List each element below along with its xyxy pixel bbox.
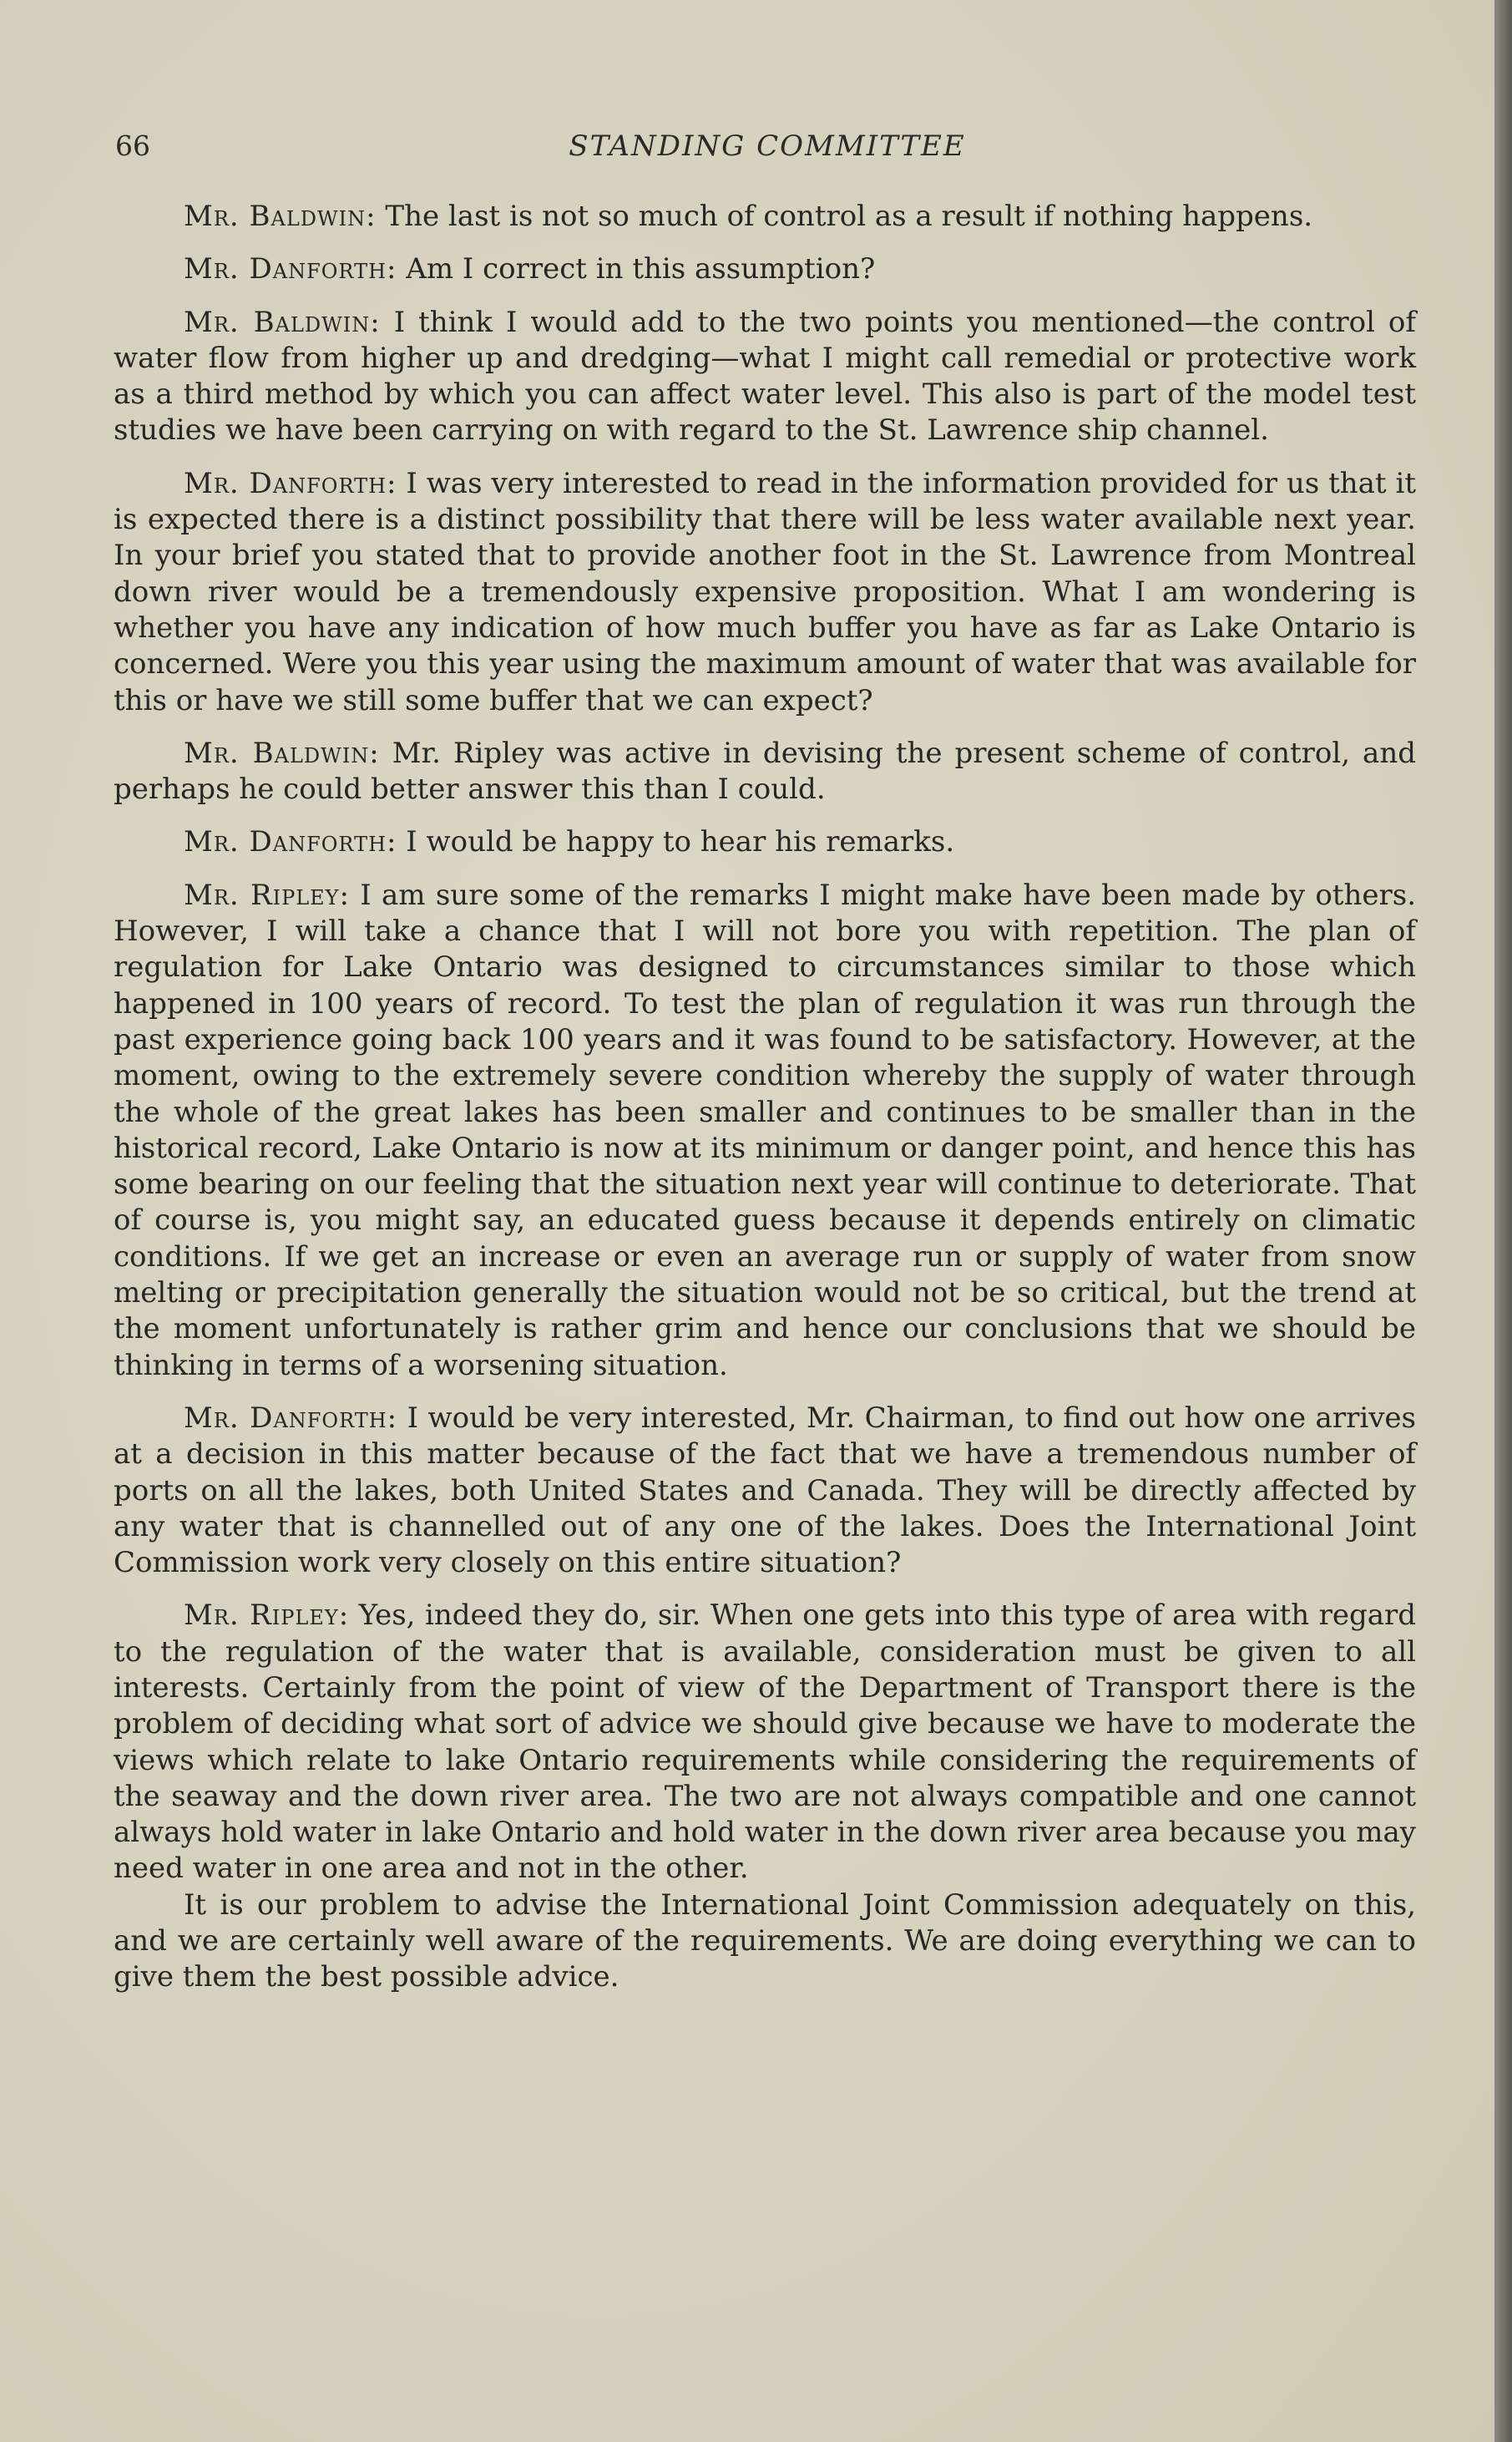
speaker-name: Mr. Ripley: [184, 1598, 350, 1633]
paragraph-text: I think I would add to the two points you mentioned—the control of water flow from higher up and dredging—what I might call remedial or protective work as a third method by which you can affect water level. This also is part of the model test studies we have been carrying on with regard to the St. Lawrence ship channel. [114, 305, 1416, 448]
paragraph [114, 466, 1416, 719]
speaker-name: Mr. Danforth: [184, 1401, 398, 1435]
page-title: STANDING COMMITTEE [569, 129, 966, 163]
paragraph-text: Mr. Ripley was active in devising the present scheme of control, and perhaps he could better answer this than I could. [114, 736, 1416, 807]
paragraph-text: I was very interested to read in the information provided for us that it is expected there is a distinct possibility that there will be less water available next year. In your brief you stated that to provide another foot in the St. Lawrence from Montreal down river would be a tremendously expensive proposition. What I am wondering is whether you have any indication of how much buffer you have as far as Lake Ontario is concerned. Were you this year using the maximum amount of water that was available for this or have we still some buffer that we can expect? [114, 466, 1417, 717]
paragraph-text: I would be very interested, Mr. Chairman, to find out how one arrives at a decision in this matter because of the fact that we have a tremendous number of ports on all the lakes, both United States and Canada. They will be directly affected by any water that is channelled out of any one of the lakes. Does the International Joint Commission work very closely on this entire situation? [114, 1401, 1416, 1580]
paragraph-text: It is our problem to advise the International Joint Commission adequately on this, and we are certainly well aware of the requirements. We are doing everything we can to give them the best possible advice. [114, 1887, 1416, 1994]
speaker-name: Mr. Baldwin: [184, 200, 377, 233]
paragraph [114, 1401, 1416, 1581]
paragraph [114, 878, 1416, 1384]
paragraph [114, 736, 1416, 808]
paragraph-text: Am I correct in this assumption? [397, 252, 876, 286]
running-header [115, 129, 1419, 171]
paragraph [114, 305, 1416, 449]
paragraph-text: I would be happy to hear his remarks. [397, 825, 955, 859]
page-number: 66 [115, 129, 150, 162]
speaker-name: Mr. Danforth: [184, 466, 397, 500]
page-edge-shadow [1494, 0, 1512, 2442]
paragraph-text: Yes, indeed they do, sir. When one gets into this type of area with regard to the regulation of the water that is available, consideration must be given to all interests. Certainly from the point of view of the Department of Transport there is the problem of deciding what sort of advice we should give because we have to moderate the views which relate to lake Ontario requirements while considering the requirements of the seaway and the down river area. The two are not always compatible and one cannot always hold water in lake Ontario and hold water in the down river area because you may need water in one area and not in the other. [114, 1598, 1417, 1886]
transcript-body [114, 199, 1416, 2013]
speaker-name: Mr. Danforth: [184, 825, 397, 859]
paragraph [114, 824, 1416, 860]
speaker-name: Mr. Baldwin: [184, 305, 381, 339]
paragraph [114, 1887, 1416, 1996]
paragraph [114, 199, 1416, 235]
paragraph [114, 1598, 1416, 1887]
speaker-name: Mr. Danforth: [184, 252, 397, 286]
speaker-name: Mr. Baldwin: [184, 736, 380, 770]
paragraph-text: The last is not so much of control as a result if nothing happens. [376, 200, 1313, 233]
paragraph-text: I am sure some of the remarks I might make have been made by others. However, I will take a chance that I will not bore you with repetition. The plan of regulation for Lake Ontario was designed to circumstances similar to those which happened in 100 years of record. To test the plan of regulation it was run through the past experience going back 100 years and it was found to be satisfactory. However, at the moment, owing to the extremely severe condition whereby the supply of water through the whole of the great lakes has been smaller and continues to be smaller than in the historical record, Lake Ontario is now at its minimum or danger point, and hence this has some bearing on our feeling that the situation next year will continue to deteriorate. That of course is, you might say, an educated guess because it depends entirely on climatic conditions. If we get an increase or even an average run or supply of water from snow melting or precipitation generally the situation would not be so critical, but the trend at the moment unfortunately is rather grim and hence our conclusions that we should be thinking in terms of a worsening situation. [114, 878, 1416, 1382]
paragraph [114, 251, 1416, 287]
speaker-name: Mr. Ripley: [184, 878, 350, 912]
